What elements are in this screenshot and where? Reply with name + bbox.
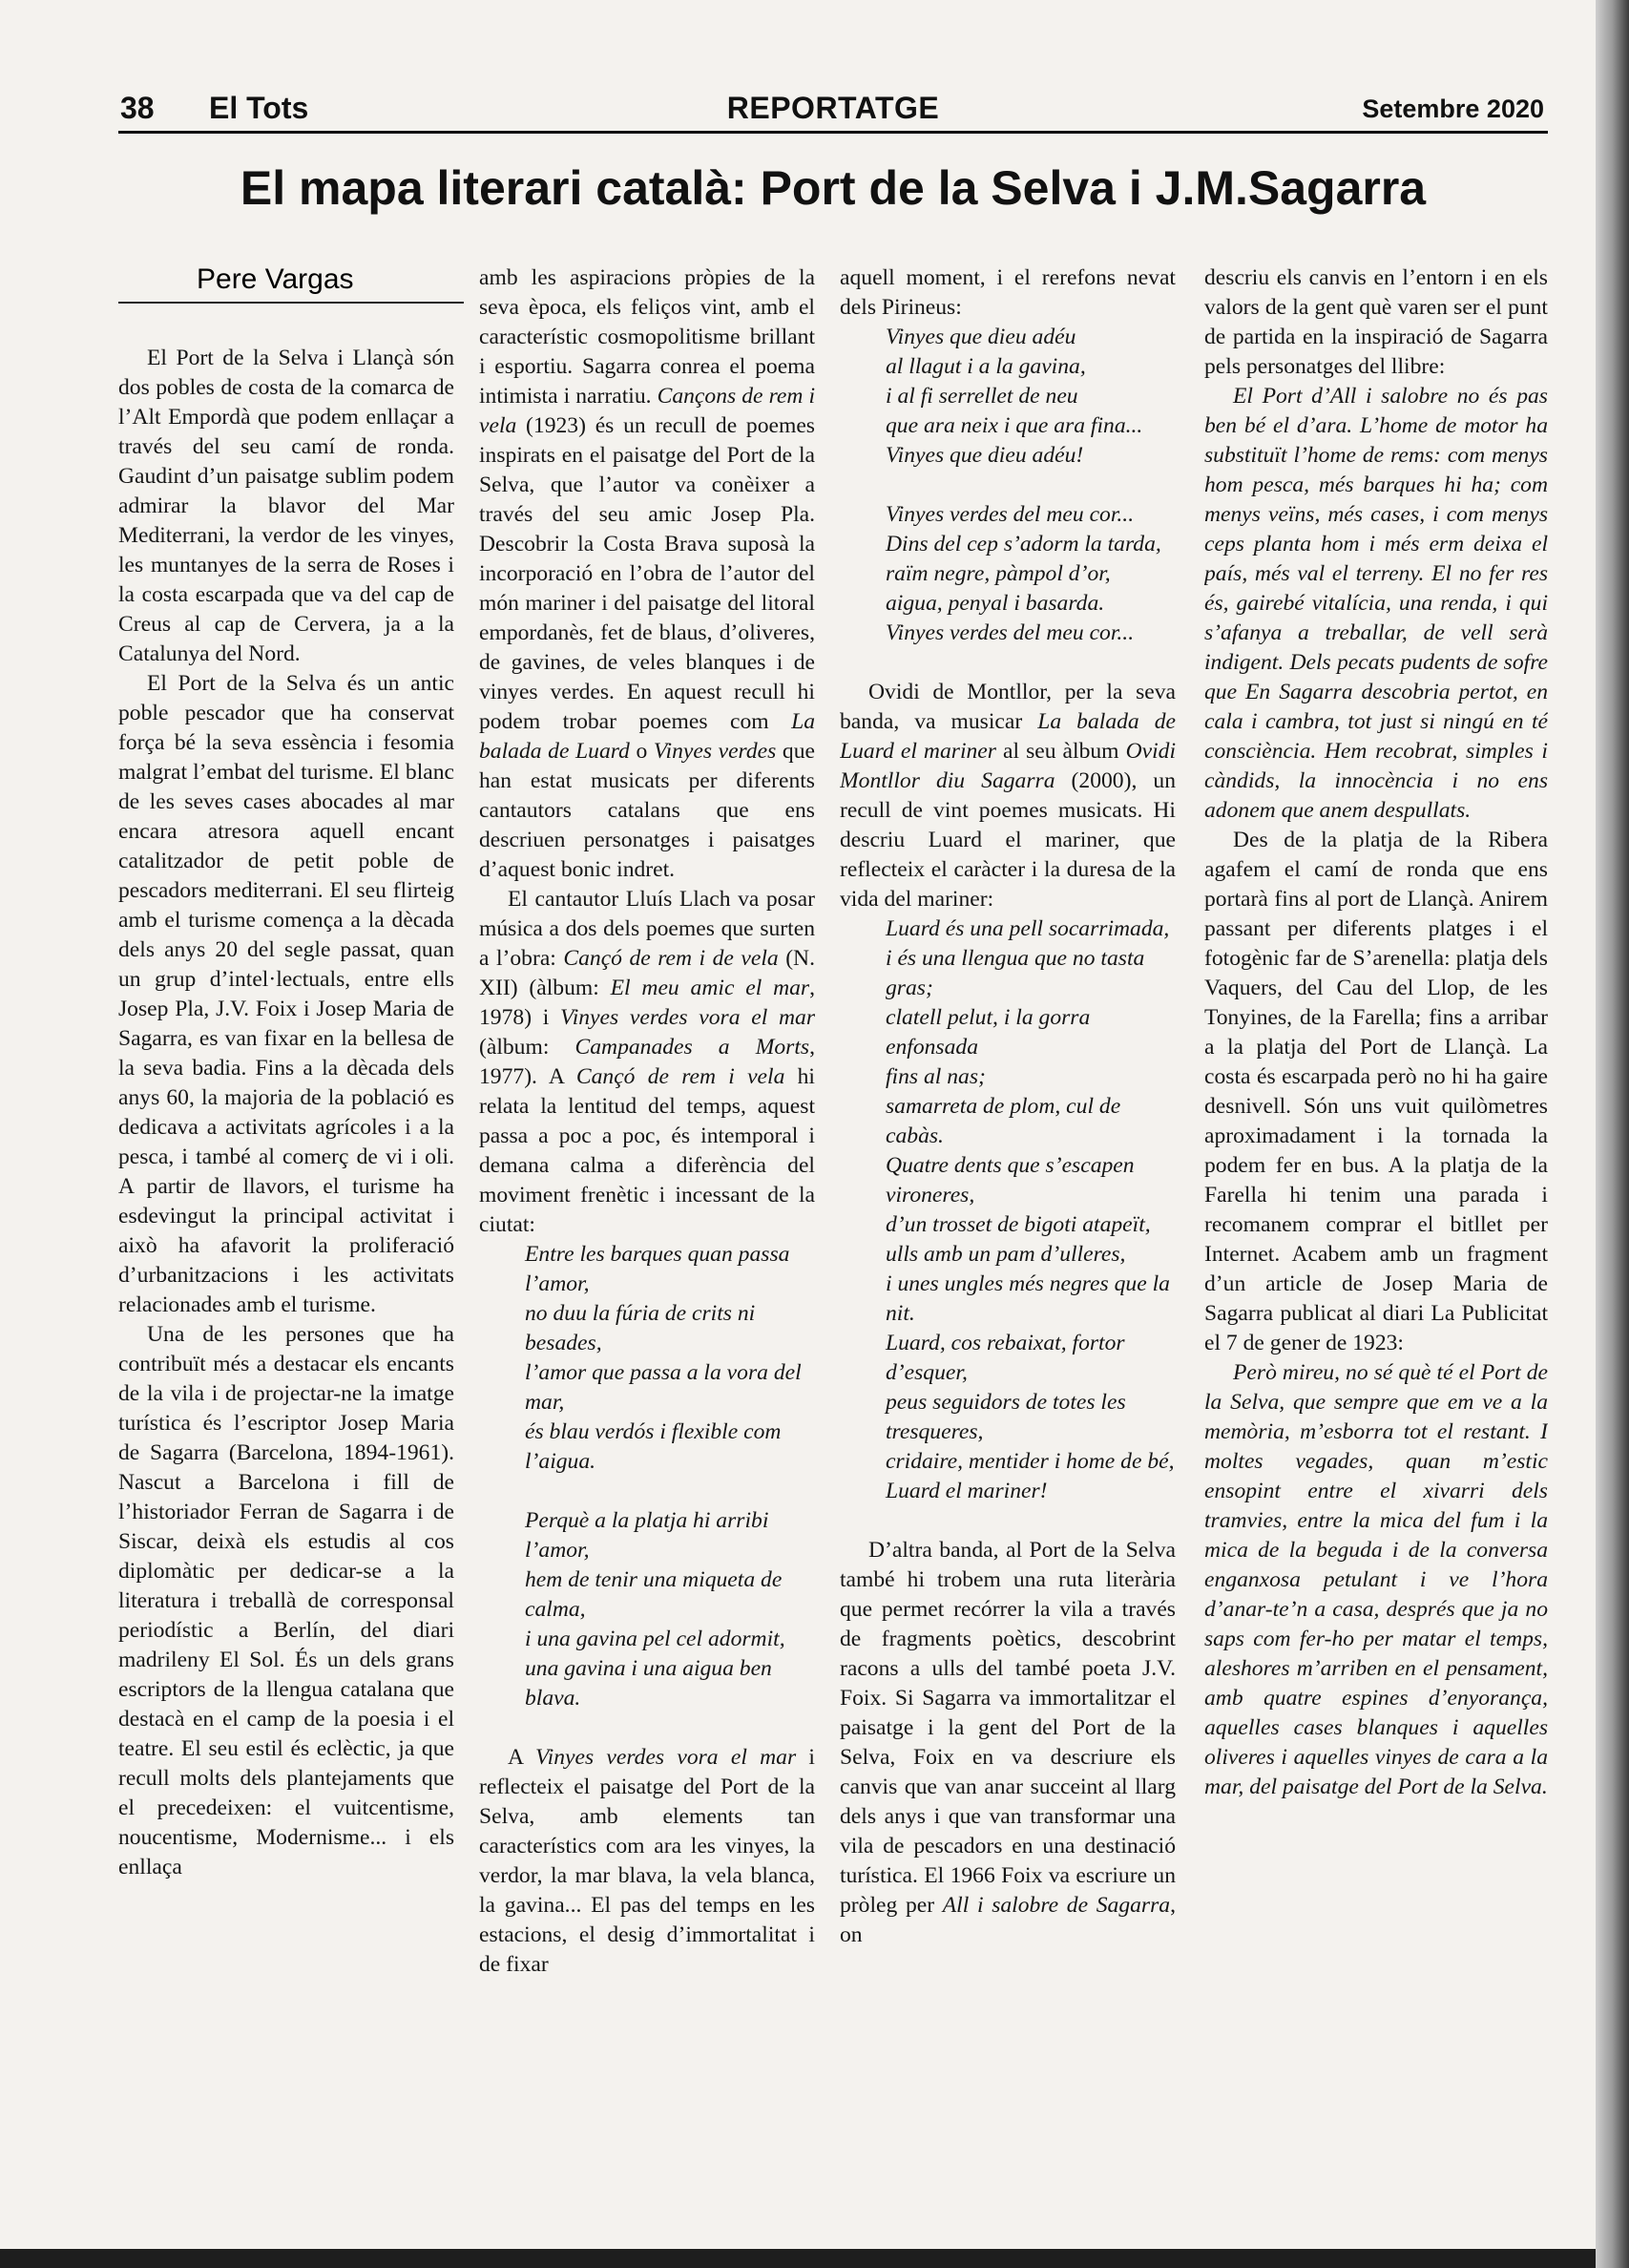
verse-line: ulls amb un pam d’ulleres,	[886, 1242, 1126, 1267]
paragraph: Des de la platja de la Ribera agafem el camí de ronda que ens portarà fins al port de Llançà. Anirem passant per diferents platges i el fotogènic far de S’arenella: platja dels Vaquers, del Cau del Llop, de les Tonyines, de la Farella; fins a arribar a la platja del Port de Llançà. La costa és escarpada però no hi ha gaire desnivell. Són uns vuit quilòmetres aproximadament i la tornada la podem fer en bus. A la platja de la Farella hi tenim una parada i recomanem comprar el bitllet per Internet. Acabem amb un fragment d’un article de Josep Maria de Sagarra publicat al diari La Publicitat el 7 de gener de 1923:	[1204, 828, 1548, 1355]
author-name: Pere Vargas	[197, 263, 354, 295]
text-column-4	[1204, 263, 1548, 2173]
verse-line: Vinyes que dieu adéu	[886, 325, 1076, 349]
article-title: El mapa literari català: Port de la Selva i J.M.Sagarra	[240, 161, 1427, 215]
work-title: Cançons de rem i vela	[479, 384, 815, 438]
verse-line: Vinyes verdes del meu cor...	[886, 620, 1135, 645]
verse-line: i una gavina pel cel adormit,	[525, 1627, 785, 1651]
work-title: Vinyes verdes	[653, 739, 777, 764]
poem-excerpt	[840, 323, 1176, 678]
verse-line: Luard el mariner!	[886, 1479, 1048, 1503]
issue-date: Setembre 2020	[1362, 94, 1544, 123]
paragraph: El Port de la Selva i Llançà són dos pobles de costa de la comarca de l’Alt Empordà que podem enllaçar a través del seu camí de ronda. Gaudint d’un paisatge sublim podem admirar la blavor del Mar Mediterrani, la verdor de les vinyes, les muntanyes de la serra de Roses i la costa escarpada que va del cap de Creus al cap de Cervera, ja a la Catalunya del Nord.	[118, 346, 454, 666]
quotation: El Port d’All i salobre no és pas ben bé el d’ara. L’home de motor ha substituït l’home de rems: com menys hom pesca, més barques hi ha; com menys veïns, més cases, i com menys ceps planta hom i més erm deixa el país, més val el terreny. El no fer res és, gairebé vitalícia, una renda, i qui s’afanya a treballar, de vell serà indigent. Dels pecats pudents de sofre que En Sagarra descobria pertot, en cala i cambra, tot just si ningú en té consciència. Hem recobrat, simples i càndids, la innocència i no ens adonem que anem despullats.	[1204, 384, 1548, 823]
verse-line: al llagut i a la gavina,	[886, 354, 1086, 379]
verse-line: samarreta de plom, cul de cabàs.	[886, 1094, 1121, 1148]
verse-line: Perquè a la platja hi arribi l’amor,	[525, 1508, 769, 1563]
verse-line: Vinyes verdes del meu cor...	[886, 502, 1135, 527]
work-title: La balada de Luard	[479, 709, 815, 764]
verse-line: raïm negre, pàmpol d’or,	[886, 561, 1111, 586]
text-column-2	[479, 263, 815, 2173]
verse-line: clatell pelut, i la gorra enfonsada	[886, 1005, 1091, 1060]
verse-line: Quatre dents que s’escapen vironeres,	[886, 1153, 1135, 1208]
paragraph: D’altra banda, al Port de la Selva també hi trobem una ruta literària que permet recórrer la vila a través de fragments poètics, descobrint racons a ulls del també poeta J.V. Foix. Si Sagarra va immortalitzar el paisatge i la gent del Port de la Selva, Foix en va descriure els canvis que van anar succeint al llarg dels anys i que van transformar una vila de pescadors en una destinació turística. El 1966 Foix va escriure un pròleg per All i salobre de Sagarra, on	[840, 1538, 1176, 1947]
poem-excerpt	[479, 1240, 815, 1743]
verse-line: aigua, penyal i basarda.	[886, 591, 1105, 616]
paragraph: aquell moment, i el rerefons nevat dels Pirineus:	[840, 265, 1176, 320]
verse-line: no duu la fúria de crits ni besades,	[525, 1301, 756, 1355]
verse-line: Vinyes que dieu adéu!	[886, 443, 1084, 468]
paragraph: A Vinyes verdes vora el mar i reflecteix el paisatge del Port de la Selva, amb elements tan característics com ara les vinyes, la verdor, la mar blava, la vela blanca, la gavina... El pas del temps en les estacions, el desig d’immortalitat i de fixar	[479, 1745, 815, 1977]
section-name: REPORTATGE	[726, 91, 940, 125]
verse-line: cridaire, mentider i home de bé,	[886, 1449, 1175, 1474]
paragraph: Ovidi de Montllor, per la seva banda, va musicar La balada de Luard el mariner al seu àlbum Ovidi Montllor diu Sagarra (2000), un recull de vint poemes musicats. Hi descriu Luard el mariner, que reflecteix el caràcter i la duresa de la vida del mariner:	[840, 680, 1176, 912]
page-header	[118, 91, 1548, 134]
verse-line: que ara neix i que ara fina...	[886, 413, 1143, 438]
verse-line: hem de tenir una miqueta de calma,	[525, 1567, 783, 1622]
text-column-3	[840, 263, 1176, 2173]
text-column-1	[118, 344, 454, 2167]
verse-line: l’amor que passa a la vora del mar,	[525, 1360, 802, 1415]
author-byline	[118, 262, 464, 304]
verse-line: Entre les barques quan passa l’amor,	[525, 1242, 790, 1296]
verse-line: Luard és una pell socarrimada,	[886, 916, 1170, 941]
verse-line: una gavina i una aigua ben blava.	[525, 1656, 772, 1711]
poem-excerpt	[840, 914, 1176, 1536]
verse-line: i unes ungles més negres que la nit.	[886, 1271, 1170, 1326]
quotation: Però mireu, no sé què té el Port de la Selva, que sempre que em ve a la memòria, m’esborra tot el restant. I moltes vegades, quan m’estic ensopint entre el xivarri dels tramvies, entre la mica del fum i la mica de la beguda i de la conversa enganxosa petulant i ve l’hora d’anar-te’n a casa, després que ja no saps com fer-ho per matar el temps, aleshores m’arriben en el pensament, amb quatre espines d’enyorança, aquelles cases blanques i aquelles oliveres i aquelles vinyes de cara a la mar, del paisatge del Port de la Selva.	[1204, 1360, 1548, 1799]
verse-line: i al fi serrellet de neu	[886, 384, 1078, 409]
page-number: 38	[120, 91, 155, 125]
verse-line: i és una llengua que no tasta gras;	[886, 946, 1145, 1000]
verse-line: peus seguidors de totes les tresqueres,	[886, 1390, 1126, 1444]
magazine-name: El Tots	[209, 91, 309, 125]
verse-line: Luard, cos rebaixat, fortor d’esquer,	[886, 1331, 1125, 1385]
page-spine-edge	[1596, 0, 1629, 2268]
paragraph: amb les aspiracions pròpies de la seva època, els feliços vint, amb el característic cosmopolitisme brillant i esportiu. Sagarra conrea el poema intimista i narratiu. Cançons de rem i vela (1923) és un recull de poemes inspirats en el paisatge del Port de la Selva, que l’autor va conèixer a través del seu amic Josep Pla. Descobrir la Costa Brava suposà la incorporació en l’obra de l’autor del món mariner i del paisatge del litoral empordanès, fet de blaus, d’oliveres, de gavines, de veles blanques i de vinyes verdes. En aquest recull hi podem trobar poemes com La balada de Luard o Vinyes verdes que han estat musicats per diferents cantautors catalans que ens descriuen personatges i paisatges d’aquest bonic indret.	[479, 265, 815, 882]
verse-line: és blau verdós i flexible com l’aigua.	[525, 1419, 782, 1474]
verse-line: Dins del cep s’adorm la tarda,	[886, 532, 1161, 556]
verse-line: d’un trosset de bigoti atapeït,	[886, 1212, 1151, 1237]
paragraph: descriu els canvis en l’entorn i en els valors de la gent què varen ser el punt de partida en la inspiració de Sagarra pels personatges del llibre:	[1204, 265, 1548, 379]
paragraph: El Port de la Selva és un antic poble pescador que ha conservat força bé la seva essència i fesomia malgrat l’embat del turisme. El blanc de les seves cases abocades al mar encara atresora aquell encant catalitzador de petit poble de pescadors mediterrani. El seu flirteig amb el turisme comença a la dècada dels anys 20 del segle passat, quan un grup d’intel·lectuals, entre ells Josep Pla, J.V. Foix i Josep Maria de Sagarra, es van fixar en la bellesa de la seva badia. Fins a la dècada dels anys 60, la majoria de la població es dedicava a activitats agrícoles i a la pesca, i també al comerç de vi i oli. A partir de llavors, el turisme ha esdevingut la principal activitat i això ha afavorit la proliferació d’urbanitzacions i les activitats relacionades amb el turisme.	[118, 671, 454, 1317]
paragraph: El cantautor Lluís Llach va posar música a dos dels poemes que surten a l’obra: Cançó de rem i de vela (N. XII) (àlbum: El meu amic el mar, 1978) i Vinyes verdes vora el mar (àlbum: Campanades a Morts, 1977). A Cançó de rem i vela hi relata la lentitud del temps, aquest passa a poc a poc, és intemporal i demana calma a diferència del moviment frenètic i incessant de la ciutat:	[479, 887, 815, 1237]
verse-line: fins al nas;	[886, 1064, 986, 1089]
paragraph: Una de les persones que ha contribuït més a destacar els encants de la vila i de projectar-ne la imatge turística és l’escriptor Josep Maria de Sagarra (Barcelona, 1894-1961). Nascut a Barcelona i fill de l’historiador Ferran de Sagarra i de Siscar, deixà els estudis al cos diplomàtic per dedicar-se a la literatura i treballà de corresponsal periodístic a Berlín, del diari madrileny El Sol. És un dels grans escriptors de la llengua catalana que destacà en el camp de la poesia i el teatre. El seu estil és eclèctic, ja que recull molts dels plantejaments que el precedeixen: el vuitcentisme, noucentisme, Modernisme... i els enllaça	[118, 1322, 454, 1880]
